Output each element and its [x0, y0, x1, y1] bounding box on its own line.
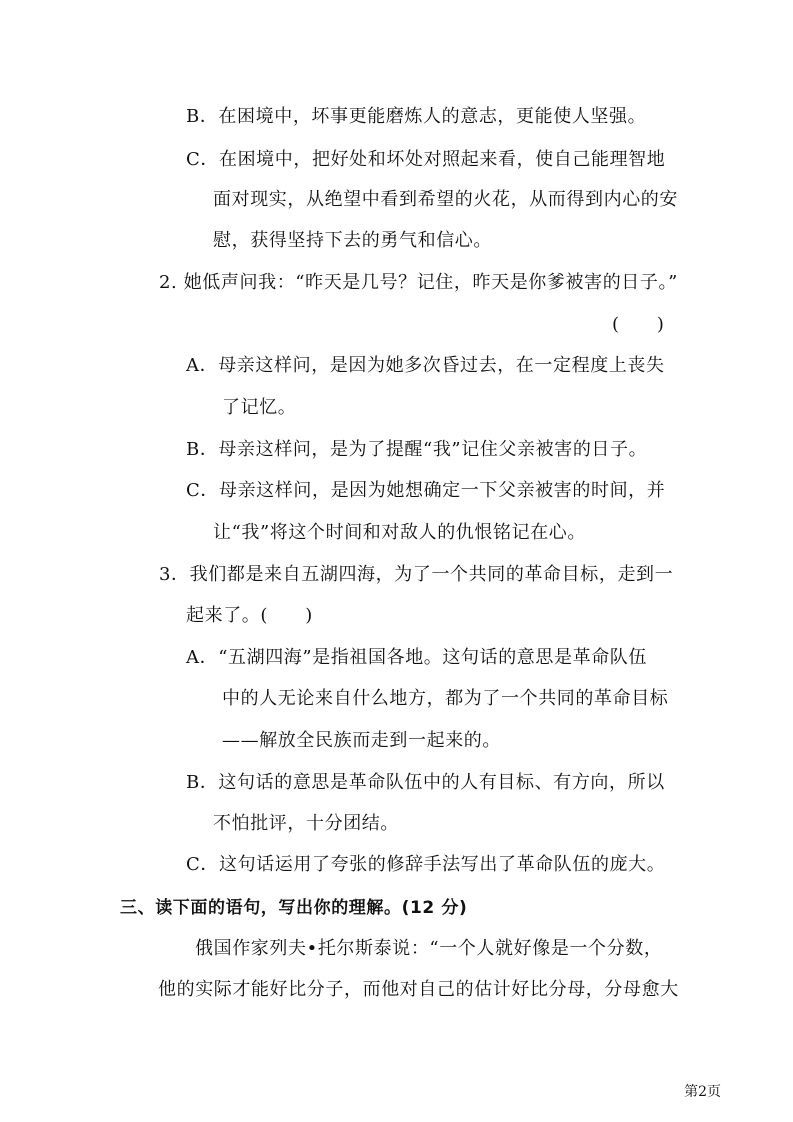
- section3-paragraph-line1: 俄国作家列夫•托尔斯泰说：“一个人就好像是一个分数，: [195, 938, 663, 959]
- q3-option-a-line3: ——解放全民族而走到一起来的。: [222, 730, 501, 751]
- q2-stem: 2. 她低声问我：“昨天是几号？记住，昨天是你爹被害的日子。”: [159, 272, 678, 293]
- page-number: 第2页: [684, 1084, 721, 1100]
- q2-option-b: B．母亲这样问，是为了提醒“我”记住父亲被害的日子。: [186, 439, 648, 460]
- q2-option-a-line2: 了记忆。: [222, 397, 297, 418]
- q3-option-a-line1: A．“五湖四海”是指祖国各地。这句话的意思是革命队伍: [186, 647, 648, 668]
- q3-option-c: C．这句话运用了夸张的修辞手法写出了革命队伍的庞大。: [186, 854, 666, 875]
- q3-option-a-line2: 中的人无论来自什么地方，都为了一个共同的革命目标: [222, 688, 669, 709]
- q2-option-a-line1: A．母亲这样问，是因为她多次昏过去，在一定程度上丧失: [186, 355, 665, 376]
- q1-option-c-line3: 慰，获得坚持下去的勇气和信心。: [213, 230, 492, 251]
- q2-option-c-line1: C．母亲这样问，是因为她想确定一下父亲被害的时间，并: [186, 480, 666, 501]
- q1-option-c-line1: C．在困境中，把好处和坏处对照起来看，使自己能理智地: [186, 149, 666, 170]
- q3-option-b-line2: 不怕批评，十分团结。: [213, 813, 399, 834]
- q3-stem-line2: 起来了。( ): [186, 605, 313, 626]
- section3-heading: 三、读下面的语句，写出你的理解。(12 分): [120, 898, 468, 918]
- q2-answer-blank: ( ): [612, 314, 665, 335]
- q3-stem-line1: 3．我们都是来自五湖四海，为了一个共同的革命目标，走到一: [159, 564, 674, 585]
- q1-option-c-line2: 面对现实，从绝望中看到希望的火花，从而得到内心的安: [213, 189, 678, 210]
- section3-paragraph-line2: 他的实际才能好比分子，而他对自己的估计好比分母，分母愈大: [158, 979, 679, 1000]
- q2-option-c-line2: 让“我”将这个时间和对敌人的仇恨铭记在心。: [213, 522, 587, 543]
- q1-option-b: B．在困境中，坏事更能磨炼人的意志，更能使人坚强。: [186, 106, 647, 127]
- q3-option-b-line1: B．这句话的意思是革命队伍中的人有目标、有方向，所以: [186, 772, 665, 793]
